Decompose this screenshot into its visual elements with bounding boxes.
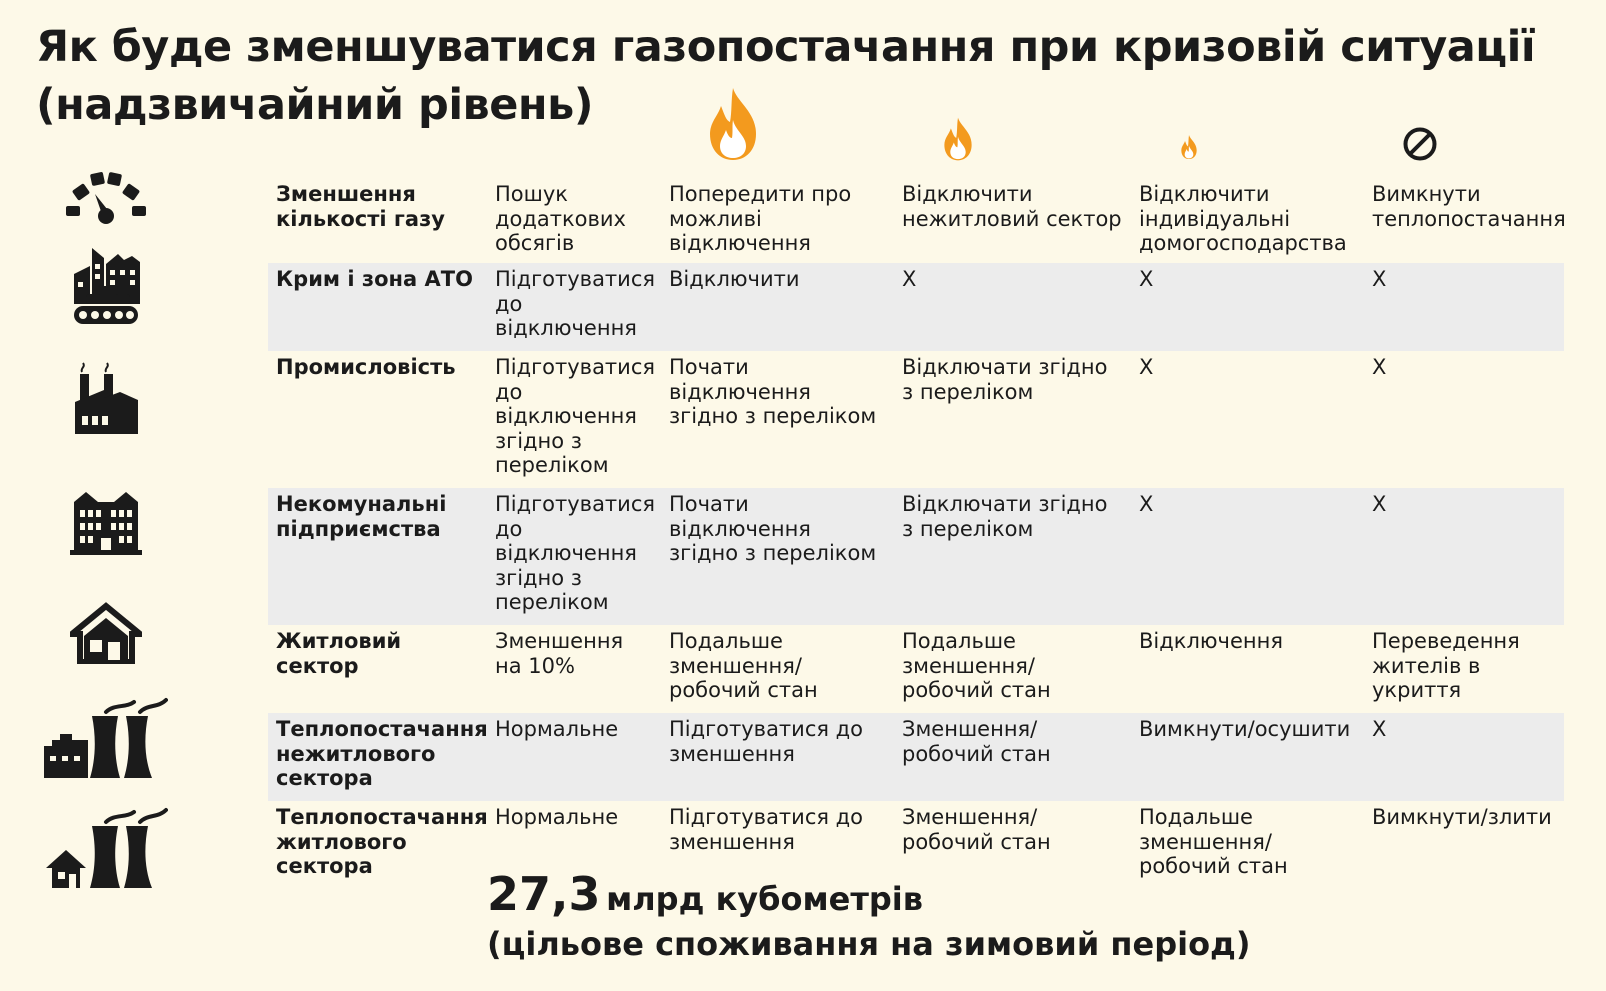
table-cell: Підготуватися до зменшення <box>669 805 864 854</box>
table-cell: Підготуватися до відключення згідно з переліком <box>495 355 655 477</box>
table-cell: X <box>1139 355 1154 379</box>
ruined-city-tank-icon <box>68 244 146 328</box>
flame-small-icon <box>1180 134 1198 160</box>
row-label: Теплопостачання нежитлового сектора <box>276 717 488 790</box>
table-cell: Підготуватися до зменшення <box>669 717 864 766</box>
prohibited-icon <box>1402 126 1438 162</box>
table-row <box>268 263 1564 351</box>
consumption-target <box>487 866 1251 966</box>
consumption-value: 27,3 <box>487 867 601 921</box>
table-cell: Вимкнути/злити <box>1372 805 1552 829</box>
table-cell: Вимкнути/осушити <box>1139 717 1351 741</box>
table-cell: Переведення жителів в укриття <box>1372 629 1520 702</box>
table-cell: Почати відключення згідно з переліком <box>669 492 877 565</box>
table-cell: Почати відключення згідно з переліком <box>669 355 877 428</box>
page-title <box>36 18 1576 134</box>
header-cell-households: Відключити індивідуальні домогосподарства <box>1139 182 1347 255</box>
table-cell: Підготуватися до відключення <box>495 267 655 340</box>
office-building-icon <box>68 488 144 556</box>
table-cell: Відключати згідно з переліком <box>902 492 1108 541</box>
consumption-note: (цільове споживання на зимовий період) <box>487 925 1251 963</box>
header-cell-nonresidential: Відключити нежитловий сектор <box>902 182 1122 231</box>
table-cell: Відключення <box>1139 629 1283 653</box>
table-cell: Зменшення/ робочий стан <box>902 805 1051 854</box>
header-cell-additional-volumes: Пошук додаткових обсягів <box>495 182 626 255</box>
header-cell-gas-reduction: Зменшення кількості газу <box>276 182 445 231</box>
row-label: Крим і зона АТО <box>276 267 473 291</box>
power-plant-residential-icon <box>44 806 168 890</box>
table-cell: Подальше зменшення/ робочий стан <box>669 629 818 702</box>
table-cell: Нормальне <box>495 805 619 829</box>
factory-icon <box>72 362 140 436</box>
row-label: Промисловість <box>276 355 456 379</box>
table-row <box>268 713 1564 801</box>
table-cell: X <box>1372 492 1387 516</box>
row-label: Теплопостачання житлового сектора <box>276 805 488 878</box>
table-cell: Відключити <box>669 267 800 291</box>
row-label: Житловий сектор <box>276 629 402 678</box>
table-cell: Подальше зменшення/ робочий стан <box>1139 805 1288 878</box>
flame-large-icon <box>706 86 760 162</box>
power-plant-nonresidential-icon <box>44 696 168 780</box>
header-cell-warn: Попередити про можливі відключення <box>669 182 852 255</box>
title-line-1: Як буде зменшуватися газопостачання при кризовій ситуації <box>36 22 1536 72</box>
table-row <box>268 488 1564 625</box>
table-cell: Зменшення на 10% <box>495 629 624 678</box>
house-icon <box>70 602 142 664</box>
table-cell: Зменшення/ робочий стан <box>902 717 1051 766</box>
table-header-row <box>268 178 1564 263</box>
table-row <box>268 625 1564 713</box>
flame-medium-icon <box>942 116 974 162</box>
table-cell: X <box>902 267 917 291</box>
table-cell: X <box>1372 267 1387 291</box>
gas-reduction-table <box>268 178 1564 891</box>
consumption-unit: млрд кубометрів <box>606 880 923 918</box>
table-cell: X <box>1139 492 1154 516</box>
table-cell: Відключати згідно з переліком <box>902 355 1108 404</box>
table-cell: Подальше зменшення/ робочий стан <box>902 629 1051 702</box>
row-label: Некомунальні підприємства <box>276 492 447 541</box>
table-row <box>268 351 1564 488</box>
header-cell-heating-off: Вимкнути теплопостачання <box>1372 182 1566 231</box>
table-cell: X <box>1139 267 1154 291</box>
title-line-2: (надзвичайний рівень) <box>36 80 593 130</box>
table-cell: Підготуватися до відключення згідно з переліком <box>495 492 655 614</box>
table-cell: Нормальне <box>495 717 619 741</box>
table-cell: X <box>1372 355 1387 379</box>
table-cell: X <box>1372 717 1387 741</box>
gauge-icon <box>64 170 148 226</box>
